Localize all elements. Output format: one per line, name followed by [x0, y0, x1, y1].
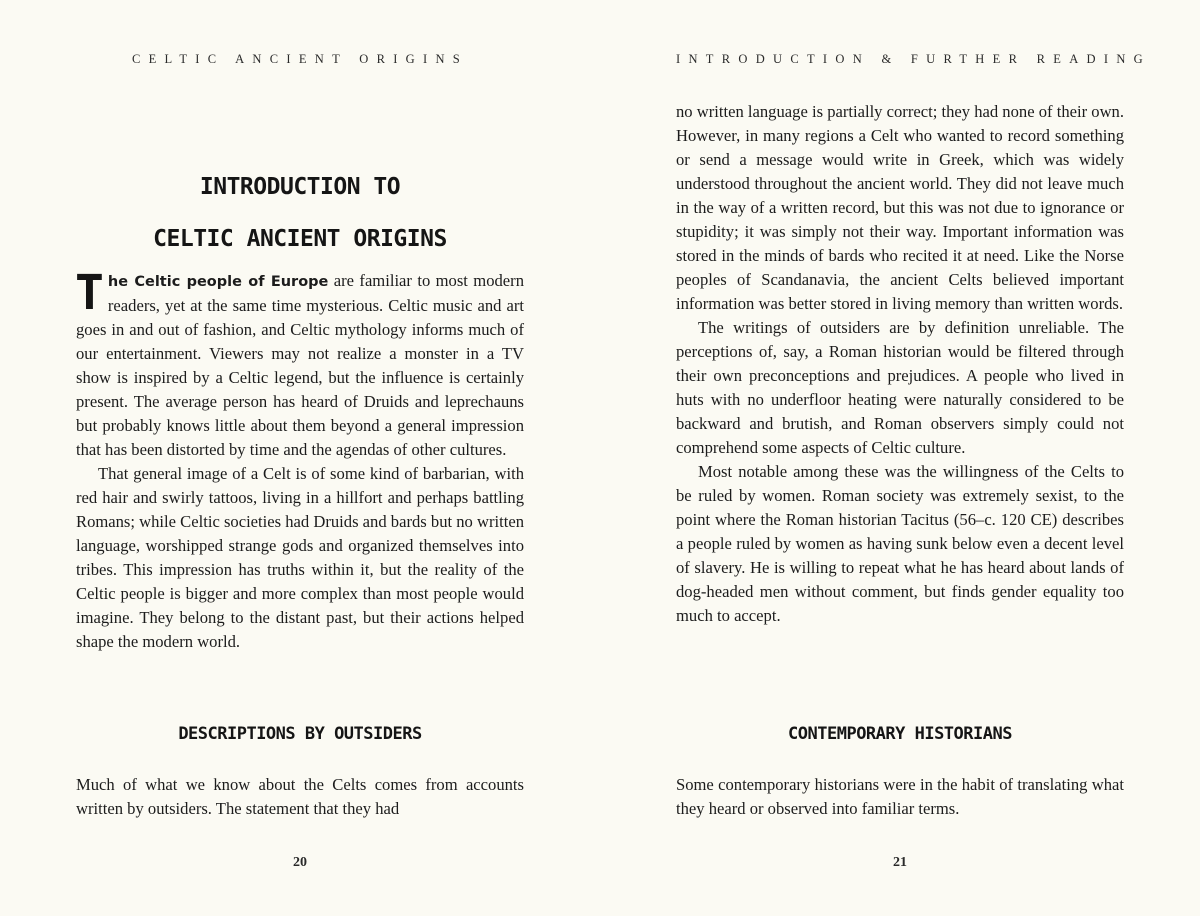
intro-text [75, 265, 524, 654]
paragraph [75, 265, 524, 462]
drop-cap: T [75, 265, 104, 321]
paragraph: no written language is partially correct; they had none of their own. However, in many regions a Celt who wanted to record something or send a message would write in Greek, which was widely understood throughout the ancient world. They did not leave much in the way of a written record, but this was not due to ignorance or stupidity; it was simply not their way. Important information was stored in the minds of bards who recited it at need. Like the Norse peoples of Scandanavia, the ancient Celts believed important information was better stored in living memory than written words. [676, 102, 1124, 313]
page-number: 21 [893, 855, 907, 870]
paragraph: Most notable among these was the willingness of the Celts to be ruled by women. Roman society was extremely sexist, to the point where the Roman historian Tacitus (56–c. 120 CE) describes a people ruled by women as having sunk below even a decent level of slavery. He is willing to repeat what he has heard about lands of dog-headed men without comment, but finds gender equality too much to accept. [676, 462, 1124, 625]
chapter-title [76, 161, 524, 265]
paragraph-text: are familiar to most modern readers, yet at the same time mysterious. Celtic music and art goes in and out of fashion, and Celtic mythology informs much of our entertainment. Viewers may not realize a monster in a TV show is inspired by a Celtic legend, but the influence is certainly present. The average person has heard of Druids and leprechauns but probably knows little about them beyond a general impression that has been distorted by time and the agendas of other cultures. [76, 271, 524, 459]
paragraph: Some contemporary historians were in the habit of translating what they heard or observed into familiar terms. [676, 775, 1124, 818]
paragraph: That general image of a Celt is of some kind of barbarian, with red hair and swirly tattoos, living in a hillfort and perhaps battling Romans; while Celtic societies had Druids and bards but no written language, worshipped strange gods and organized themselves into tribes. This impression has truths within it, but the reality of the Celtic people is bigger and more complex than most people would imagine. They belong to the distant past, but their actions helped shape the modern world. [76, 464, 524, 651]
running-head: CELTIC ANCIENT ORIGINS [131, 52, 469, 66]
body-text [676, 100, 1124, 628]
paragraph: Much of what we know about the Celts comes from accounts written by outsiders. The statement that they had [76, 775, 524, 818]
lead-in: he Celtic people of Europe [107, 274, 329, 290]
section-heading: DESCRIPTIONS BY OUTSIDERS [178, 724, 422, 744]
paragraph: The writings of outsiders are by definition unreliable. The perceptions of, say, a Roman historian would be filtered through their own preconceptions and prejudices. A people who lived in huts with no underfloor heating were naturally considered to be backward and brutish, and Roman observers simply could not comprehend some aspects of Celtic culture. [676, 318, 1124, 457]
right-page [676, 0, 1151, 916]
running-head: INTRODUCTION & FURTHER READING [676, 52, 1151, 66]
chapter-title-line-1: INTRODUCTION TO [199, 174, 401, 200]
left-page [76, 0, 524, 916]
section-text [76, 773, 524, 821]
section-heading: CONTEMPORARY HISTORIANS [788, 724, 1012, 744]
section-text [676, 773, 1124, 821]
chapter-title-line-2: CELTIC ANCIENT ORIGINS [153, 226, 447, 252]
page-number: 20 [293, 855, 307, 870]
